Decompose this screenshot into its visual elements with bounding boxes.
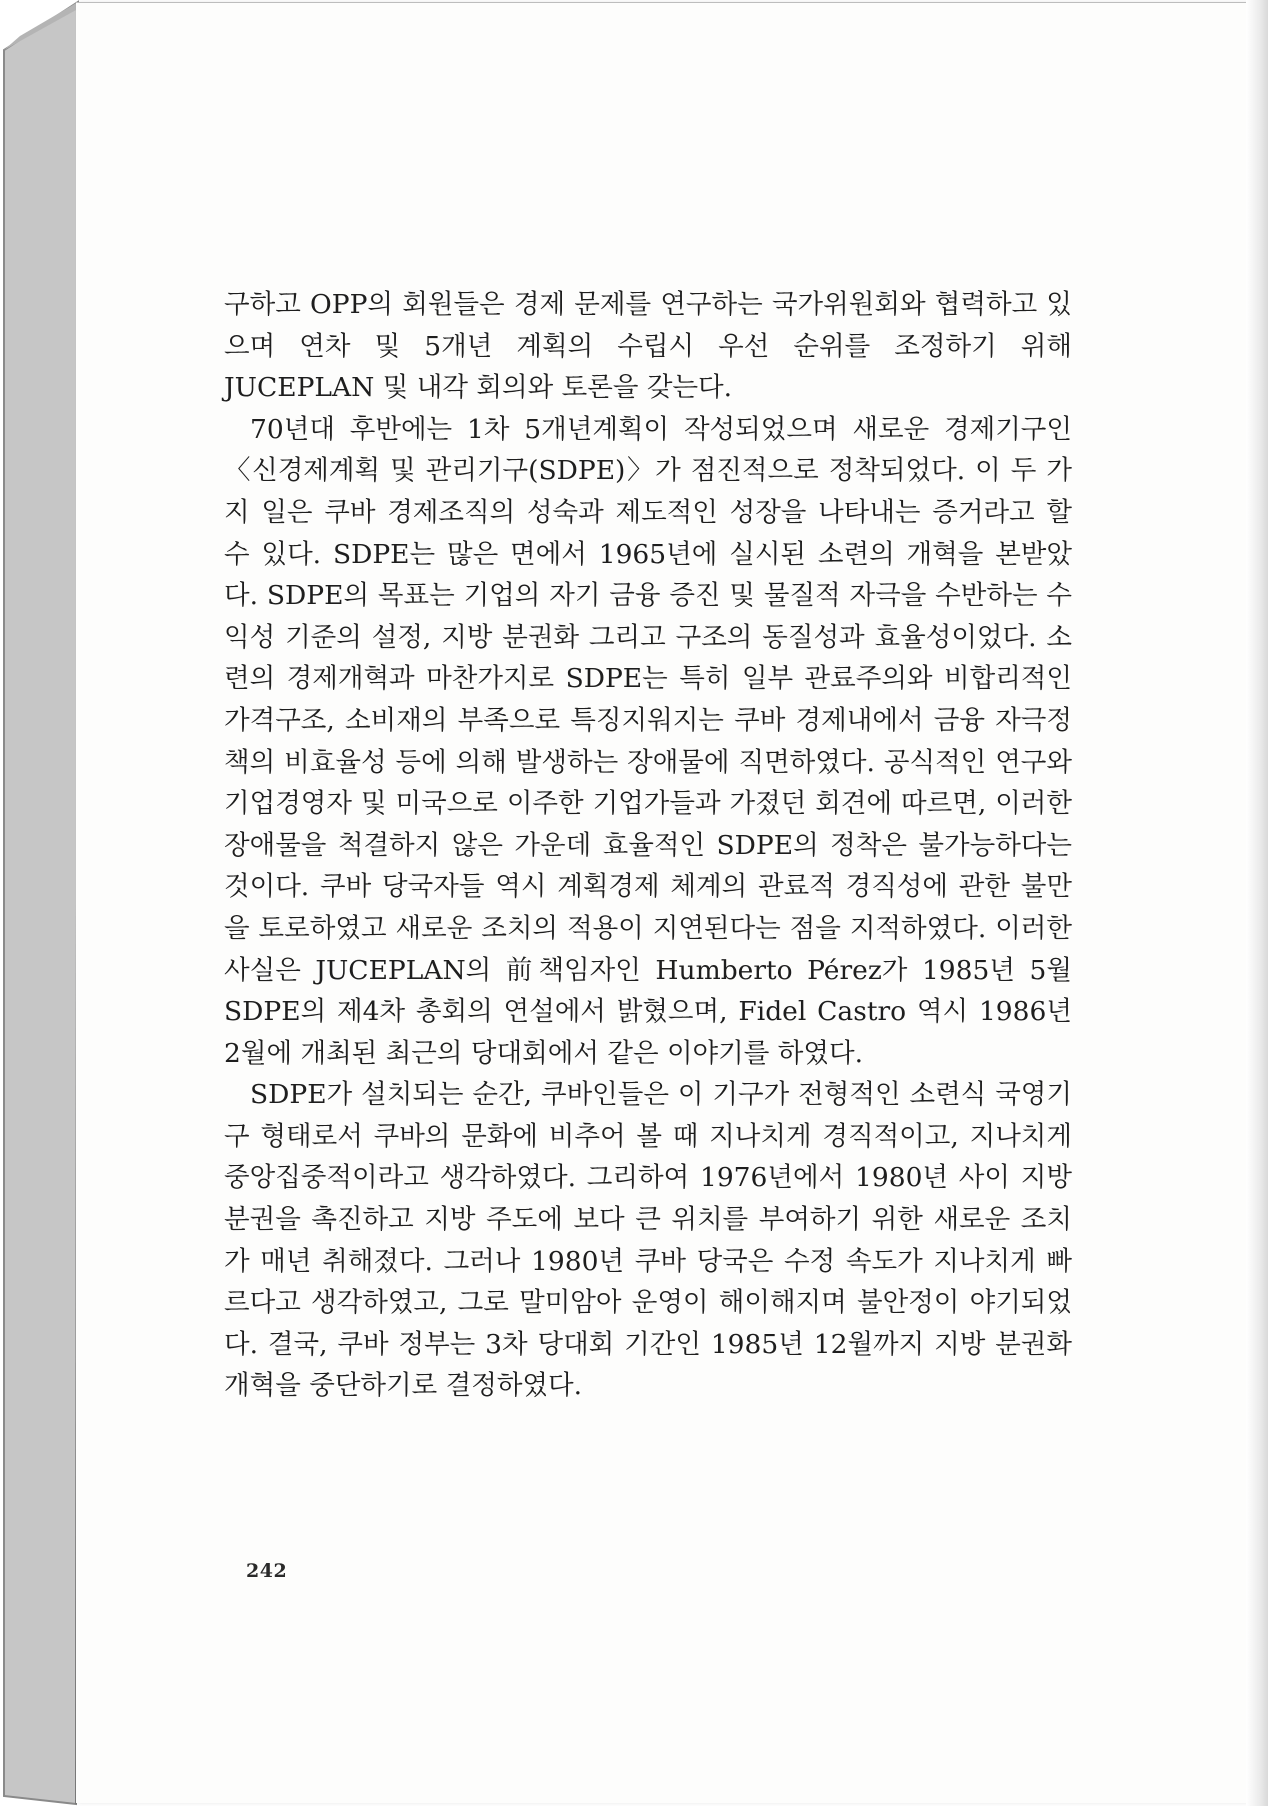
paragraph-1: 구하고 OPP의 회원들은 경제 문제를 연구하는 국가위원회와 협력하고 있으며 연차 및 5개년 계획의 수립시 우선 순위를 조정하기 위해 JUCEPLAN 및 내각 회의와 토론을 갖는다.: [224, 289, 1072, 404]
page-number: 242: [246, 1560, 288, 1582]
book-spine-graphic: [0, 0, 80, 1806]
book-spine: [0, 0, 80, 1806]
paragraph-2: 70년대 후반에는 1차 5개년계획이 작성되었으며 새로운 경제기구인 〈신경제계획 및 관리기구(SDPE)〉가 점진적으로 정착되었다. 이 두 가지 일은 쿠바 경제조직의 성숙과 제도적인 성장을 나타내는 증거라고 할 수 있다. SDPE는 많은 면에서 1965년에 실시된 소련의 개혁을 본받았다. SDPE의 목표는 기업의 자기 금융 증진 및 물질적 자극을 수반하는 수익성 기준의 설정, 지방 분권화 그리고 구조의 동질성과 효율성이었다. 소련의 경제개혁과 마찬가지로 SDPE는 특히 일부 관료주의와 비합리적인 가격구조, 소비재의 부족으로 특징지워지는 쿠바 경제내에서 금융 자극정책의 비효율성 등에 의해 발생하는 장애물에 직면하였다. 공식적인 연구와 기업경영자 및 미국으로 이주한 기업가들과 가졌던 회견에 따르면, 이러한 장애물을 척결하지 않은 가운데 효율적인 SDPE의 정착은 불가능하다는 것이다. 쿠바 당국자들 역시 계획경제 체계의 관료적 경직성에 관한 불만을 토로하였고 새로운 조치의 적용이 지연된다는 점을 지적하였다. 이러한 사실은 JUCEPLAN의 前책임자인 Humberto Pérez가 1985년 5월 SDPE의 제4차 총회의 연설에서 밝혔으며, Fidel Castro 역시 1986년 2월에 개최된 최근의 당대회에서 같은 이야기를 하였다.: [224, 413, 1072, 1069]
body-text: [224, 284, 1072, 1407]
page-edge: [1246, 0, 1268, 1806]
paragraph-3: SDPE가 설치되는 순간, 쿠바인들은 이 기구가 전형적인 소련식 국영기구 형태로서 쿠바의 문화에 비추어 볼 때 지나치게 경직적이고, 지나치게 중앙집중적이라고 생각하였다. 그리하여 1976년에서 1980년 사이 지방 분권을 촉진하고 지방 주도에 보다 큰 위치를 부여하기 위한 새로운 조치가 매년 취해졌다. 그러나 1980년 쿠바 당국은 수정 속도가 지나치게 빠르다고 생각하였고, 그로 말미암아 운영이 해이해지며 불안정이 야기되었다. 결국, 쿠바 정부는 3차 당대회 기간인 1985년 12월까지 지방 분권화 개혁을 중단하기로 결정하였다.: [224, 1079, 1072, 1402]
